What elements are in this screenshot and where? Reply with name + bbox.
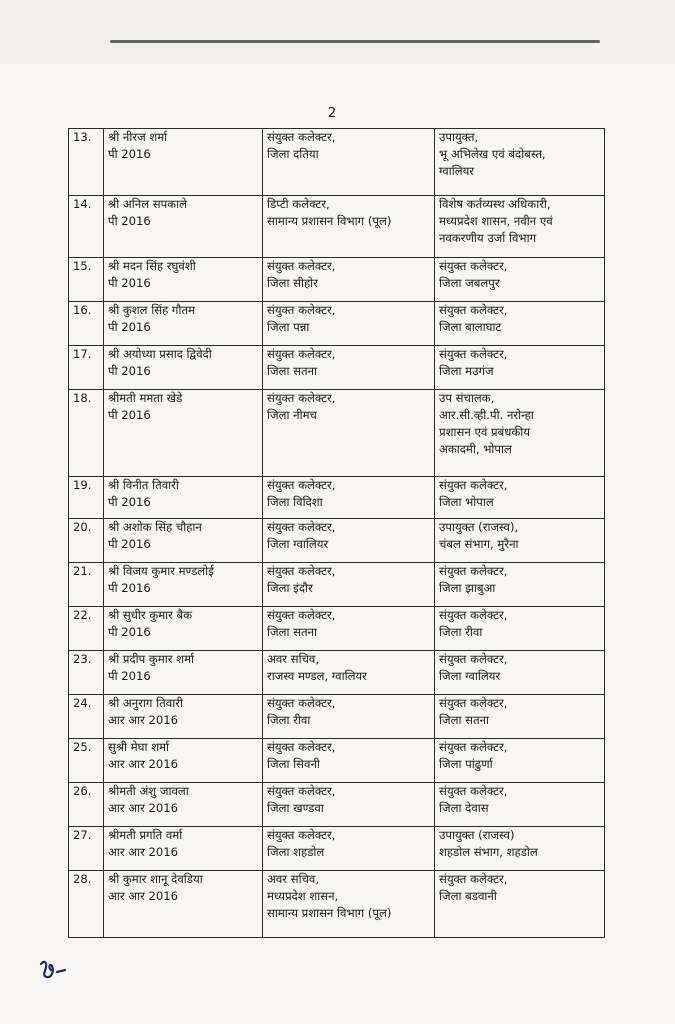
officer-batch: पी 2016 xyxy=(108,495,151,509)
new-posting-line: संयुक्त कलेक्टर, xyxy=(439,872,508,886)
current-posting-line: जिला दतिया xyxy=(267,147,319,161)
new-posting-cell xyxy=(435,346,605,390)
new-posting-line: जिला सतना xyxy=(439,713,490,727)
current-posting-line: संयुक्त कलेक्टर, xyxy=(267,347,336,361)
new-posting-cell xyxy=(435,258,605,302)
new-posting-cell xyxy=(435,739,605,783)
serial-number-cell xyxy=(69,651,104,695)
table-row xyxy=(69,871,605,938)
officer-cell xyxy=(104,477,263,519)
serial-number-cell xyxy=(69,563,104,607)
new-posting-cell xyxy=(435,563,605,607)
current-posting-cell xyxy=(263,129,435,196)
officer-name: श्री अशोक सिंह चौहान xyxy=(108,520,202,534)
officer-name: श्री मदन सिंह रघुवंशी xyxy=(108,259,196,273)
current-posting-cell xyxy=(263,739,435,783)
officer-batch: पी 2016 xyxy=(108,214,151,228)
serial-number: 28. xyxy=(73,872,92,886)
serial-number-cell xyxy=(69,302,104,346)
new-posting-cell xyxy=(435,651,605,695)
new-posting-line: शहडोल संभाग, शहडोल xyxy=(439,845,538,859)
current-posting-line: जिला पन्ना xyxy=(267,320,310,334)
current-posting-line: राजस्व मण्डल, ग्वालियर xyxy=(267,669,367,683)
new-posting-cell xyxy=(435,519,605,563)
new-posting-line: जिला रीवा xyxy=(439,625,483,639)
new-posting-line: जिला झाबुआ xyxy=(439,581,496,595)
current-posting-line: संयुक्त कलेक्टर, xyxy=(267,520,336,534)
officer-name: श्री प्रदीप कुमार शर्मा xyxy=(108,652,195,666)
new-posting-line: जिला पांढुर्णा xyxy=(439,757,493,771)
officer-name: श्रीमती ममता खेडे xyxy=(108,391,183,405)
serial-number: 16. xyxy=(73,303,92,317)
page-number: 2 xyxy=(327,106,337,121)
current-posting-cell xyxy=(263,563,435,607)
new-posting-cell xyxy=(435,196,605,258)
new-posting-line: जिला बालाघाट xyxy=(439,320,502,334)
officer-batch: पी 2016 xyxy=(108,669,151,683)
scan-top-strip xyxy=(0,0,675,64)
officer-batch: आर आर 2016 xyxy=(108,845,179,859)
current-posting-line: संयुक्त कलेक्टर, xyxy=(267,564,336,578)
officer-cell xyxy=(104,519,263,563)
officer-cell xyxy=(104,196,263,258)
serial-number: 20. xyxy=(73,520,92,534)
current-posting-line: सामान्य प्रशासन विभाग (पूल) xyxy=(267,214,392,228)
current-posting-cell xyxy=(263,390,435,477)
new-posting-cell xyxy=(435,607,605,651)
new-posting-line: अकादमी, भोपाल xyxy=(439,442,512,456)
current-posting-line: संयुक्त कलेक्टर, xyxy=(267,608,336,622)
officer-cell xyxy=(104,871,263,938)
serial-number-cell xyxy=(69,519,104,563)
table-row xyxy=(69,390,605,477)
officer-cell xyxy=(104,695,263,739)
current-posting-line: संयुक्त कलेक्टर, xyxy=(267,696,336,710)
current-posting-line: डिप्टी कलेक्टर, xyxy=(267,197,330,211)
new-posting-cell xyxy=(435,783,605,827)
new-posting-line: उपायुक्त, xyxy=(439,130,479,144)
officer-batch: पी 2016 xyxy=(108,408,151,422)
new-posting-cell xyxy=(435,695,605,739)
new-posting-line: उपायुक्त (राजस्व), xyxy=(439,520,519,534)
current-posting-line: सामान्य प्रशासन विभाग (पूल) xyxy=(267,906,392,920)
serial-number: 25. xyxy=(73,740,92,754)
new-posting-cell xyxy=(435,871,605,938)
officer-name: श्रीमती अंशु जावला xyxy=(108,784,189,798)
officer-batch: पी 2016 xyxy=(108,320,151,334)
new-posting-line: संयुक्त कलेक्टर, xyxy=(439,303,508,317)
serial-number: 18. xyxy=(73,391,92,405)
serial-number: 19. xyxy=(73,478,92,492)
current-posting-line: अवर सचिव, xyxy=(267,652,320,666)
new-posting-line: जिला ग्वालियर xyxy=(439,669,501,683)
officer-cell xyxy=(104,651,263,695)
officer-name: श्री नीरज शर्मा xyxy=(108,130,168,144)
current-posting-line: जिला सतना xyxy=(267,625,318,639)
current-posting-line: संयुक्त कलेक्टर, xyxy=(267,478,336,492)
new-posting-line: संयुक्त कलेक्टर, xyxy=(439,652,508,666)
new-posting-line: जिला बडवानी xyxy=(439,889,497,903)
new-posting-line: संयुक्त कलेक्टर, xyxy=(439,564,508,578)
officer-cell xyxy=(104,739,263,783)
officer-cell xyxy=(104,129,263,196)
officer-batch: आर आर 2016 xyxy=(108,757,179,771)
officer-name: श्री विनीत तिवारी xyxy=(108,478,179,492)
new-posting-line: प्रशासन एवं प्रबंधकीय xyxy=(439,425,530,439)
table-row xyxy=(69,519,605,563)
serial-number-cell xyxy=(69,258,104,302)
serial-number-cell xyxy=(69,390,104,477)
serial-number: 23. xyxy=(73,652,92,666)
serial-number-cell xyxy=(69,827,104,871)
serial-number-cell xyxy=(69,607,104,651)
current-posting-cell xyxy=(263,607,435,651)
new-posting-line: संयुक्त कलेक्टर, xyxy=(439,347,508,361)
new-posting-line: संयुक्त कलेक्टर, xyxy=(439,608,508,622)
table-row xyxy=(69,651,605,695)
officer-name: श्री सुधीर कुमार बैक xyxy=(108,608,193,622)
serial-number-cell xyxy=(69,871,104,938)
new-posting-line: संयुक्त कलेक्टर, xyxy=(439,259,508,273)
new-posting-line: संयुक्त कलेक्टर, xyxy=(439,478,508,492)
officer-batch: पी 2016 xyxy=(108,276,151,290)
officer-name: श्री कुशल सिंह गौतम xyxy=(108,303,195,317)
officer-cell xyxy=(104,827,263,871)
scan-edge-line xyxy=(110,40,600,43)
table-row xyxy=(69,695,605,739)
current-posting-line: संयुक्त कलेक्टर, xyxy=(267,391,336,405)
current-posting-line: जिला ग्वालियर xyxy=(267,537,329,551)
table-row xyxy=(69,302,605,346)
officer-batch: पी 2016 xyxy=(108,581,151,595)
officer-batch: पी 2016 xyxy=(108,364,151,378)
current-posting-line: जिला सिवनी xyxy=(267,757,320,771)
serial-number-cell xyxy=(69,783,104,827)
transfer-table xyxy=(68,128,605,938)
new-posting-cell xyxy=(435,390,605,477)
current-posting-line: संयुक्त कलेक्टर, xyxy=(267,259,336,273)
officer-name: सुश्री मेघा शर्मा xyxy=(108,740,170,754)
serial-number: 24. xyxy=(73,696,92,710)
serial-number: 14. xyxy=(73,197,92,211)
table-row xyxy=(69,258,605,302)
current-posting-line: संयुक्त कलेक्टर, xyxy=(267,828,336,842)
serial-number: 27. xyxy=(73,828,92,842)
current-posting-cell xyxy=(263,871,435,938)
new-posting-cell xyxy=(435,302,605,346)
current-posting-cell xyxy=(263,695,435,739)
new-posting-line: चंबल संभाग, मुरैना xyxy=(439,537,519,551)
current-posting-line: संयुक्त कलेक्टर, xyxy=(267,740,336,754)
table-row xyxy=(69,196,605,258)
officer-name: श्री अयोध्या प्रसाद द्विवेदी xyxy=(108,347,212,361)
current-posting-line: संयुक्त कलेक्टर, xyxy=(267,784,336,798)
officer-cell xyxy=(104,563,263,607)
new-posting-line: ग्वालियर xyxy=(439,164,475,178)
new-posting-line: मध्यप्रदेश शासन, नवीन एवं xyxy=(439,214,553,228)
current-posting-cell xyxy=(263,651,435,695)
new-posting-cell xyxy=(435,129,605,196)
officer-cell xyxy=(104,783,263,827)
current-posting-line: जिला खण्डवा xyxy=(267,801,324,815)
officer-batch: पी 2016 xyxy=(108,147,151,161)
current-posting-cell xyxy=(263,827,435,871)
serial-number: 21. xyxy=(73,564,92,578)
table-row xyxy=(69,563,605,607)
serial-number-cell xyxy=(69,196,104,258)
table-row xyxy=(69,827,605,871)
officer-name: श्री अनिल सपकाले xyxy=(108,197,187,211)
current-posting-cell xyxy=(263,783,435,827)
serial-number-cell xyxy=(69,129,104,196)
officer-batch: पी 2016 xyxy=(108,625,151,639)
officer-cell xyxy=(104,258,263,302)
officer-cell xyxy=(104,302,263,346)
table-row xyxy=(69,129,605,196)
current-posting-line: संयुक्त कलेक्टर, xyxy=(267,130,336,144)
new-posting-line: उपायुक्त (राजस्व) xyxy=(439,828,515,842)
new-posting-line: संयुक्त कलेक्टर, xyxy=(439,740,508,754)
new-posting-line: जिला जबलपुर xyxy=(439,276,500,290)
officer-cell xyxy=(104,607,263,651)
table-row xyxy=(69,739,605,783)
transfer-table-body xyxy=(69,129,605,938)
current-posting-line: मध्यप्रदेश शासन, xyxy=(267,889,339,903)
table-row xyxy=(69,477,605,519)
current-posting-line: जिला सीहोर xyxy=(267,276,318,290)
current-posting-line: जिला रीवा xyxy=(267,713,311,727)
officer-batch: पी 2016 xyxy=(108,537,151,551)
new-posting-cell xyxy=(435,827,605,871)
current-posting-cell xyxy=(263,258,435,302)
new-posting-line: उप संचालक, xyxy=(439,391,495,405)
new-posting-line: जिला देवास xyxy=(439,801,489,815)
officer-name: श्री अनुराग तिवारी xyxy=(108,696,183,710)
current-posting-line: जिला विदिशा xyxy=(267,495,323,509)
new-posting-line: संयुक्त कलेक्टर, xyxy=(439,696,508,710)
current-posting-cell xyxy=(263,196,435,258)
new-posting-line: आर.सी.व्ही.पी. नरोन्हा xyxy=(439,408,534,422)
table-row xyxy=(69,607,605,651)
current-posting-line: जिला सतना xyxy=(267,364,318,378)
current-posting-line: अवर सचिव, xyxy=(267,872,320,886)
new-posting-line: जिला मउगंज xyxy=(439,364,494,378)
serial-number: 26. xyxy=(73,784,92,798)
current-posting-line: जिला इंदौर xyxy=(267,581,313,595)
officer-cell xyxy=(104,390,263,477)
current-posting-line: जिला नीमच xyxy=(267,408,317,422)
serial-number-cell xyxy=(69,739,104,783)
officer-cell xyxy=(104,346,263,390)
current-posting-line: संयुक्त कलेक्टर, xyxy=(267,303,336,317)
current-posting-cell xyxy=(263,477,435,519)
serial-number: 17. xyxy=(73,347,92,361)
table-row xyxy=(69,346,605,390)
table-row xyxy=(69,783,605,827)
current-posting-cell xyxy=(263,519,435,563)
officer-name: श्रीमती प्रगति वर्मा xyxy=(108,828,183,842)
serial-number-cell xyxy=(69,346,104,390)
new-posting-line: नवकरणीय उर्जा विभाग xyxy=(439,231,537,245)
serial-number: 13. xyxy=(73,130,92,144)
initials-signature xyxy=(38,958,72,982)
new-posting-line: विशेष कर्तव्यस्थ अधिकारी, xyxy=(439,197,551,211)
officer-batch: आर आर 2016 xyxy=(108,889,179,903)
current-posting-cell xyxy=(263,346,435,390)
new-posting-line: जिला भोपाल xyxy=(439,495,494,509)
new-posting-line: संयुक्त कलेक्टर, xyxy=(439,784,508,798)
new-posting-cell xyxy=(435,477,605,519)
current-posting-line: जिला शहडोल xyxy=(267,845,325,859)
serial-number: 15. xyxy=(73,259,92,273)
officer-name: श्री विजय कुमार मण्डलोई xyxy=(108,564,214,578)
serial-number: 22. xyxy=(73,608,92,622)
serial-number-cell xyxy=(69,477,104,519)
officer-batch: आर आर 2016 xyxy=(108,801,179,815)
serial-number-cell xyxy=(69,695,104,739)
officer-name: श्री कुमार शानू देवडिया xyxy=(108,872,203,886)
new-posting-line: भू अभिलेख एवं बंदोबस्त, xyxy=(439,147,546,161)
officer-batch: आर आर 2016 xyxy=(108,713,179,727)
current-posting-cell xyxy=(263,302,435,346)
